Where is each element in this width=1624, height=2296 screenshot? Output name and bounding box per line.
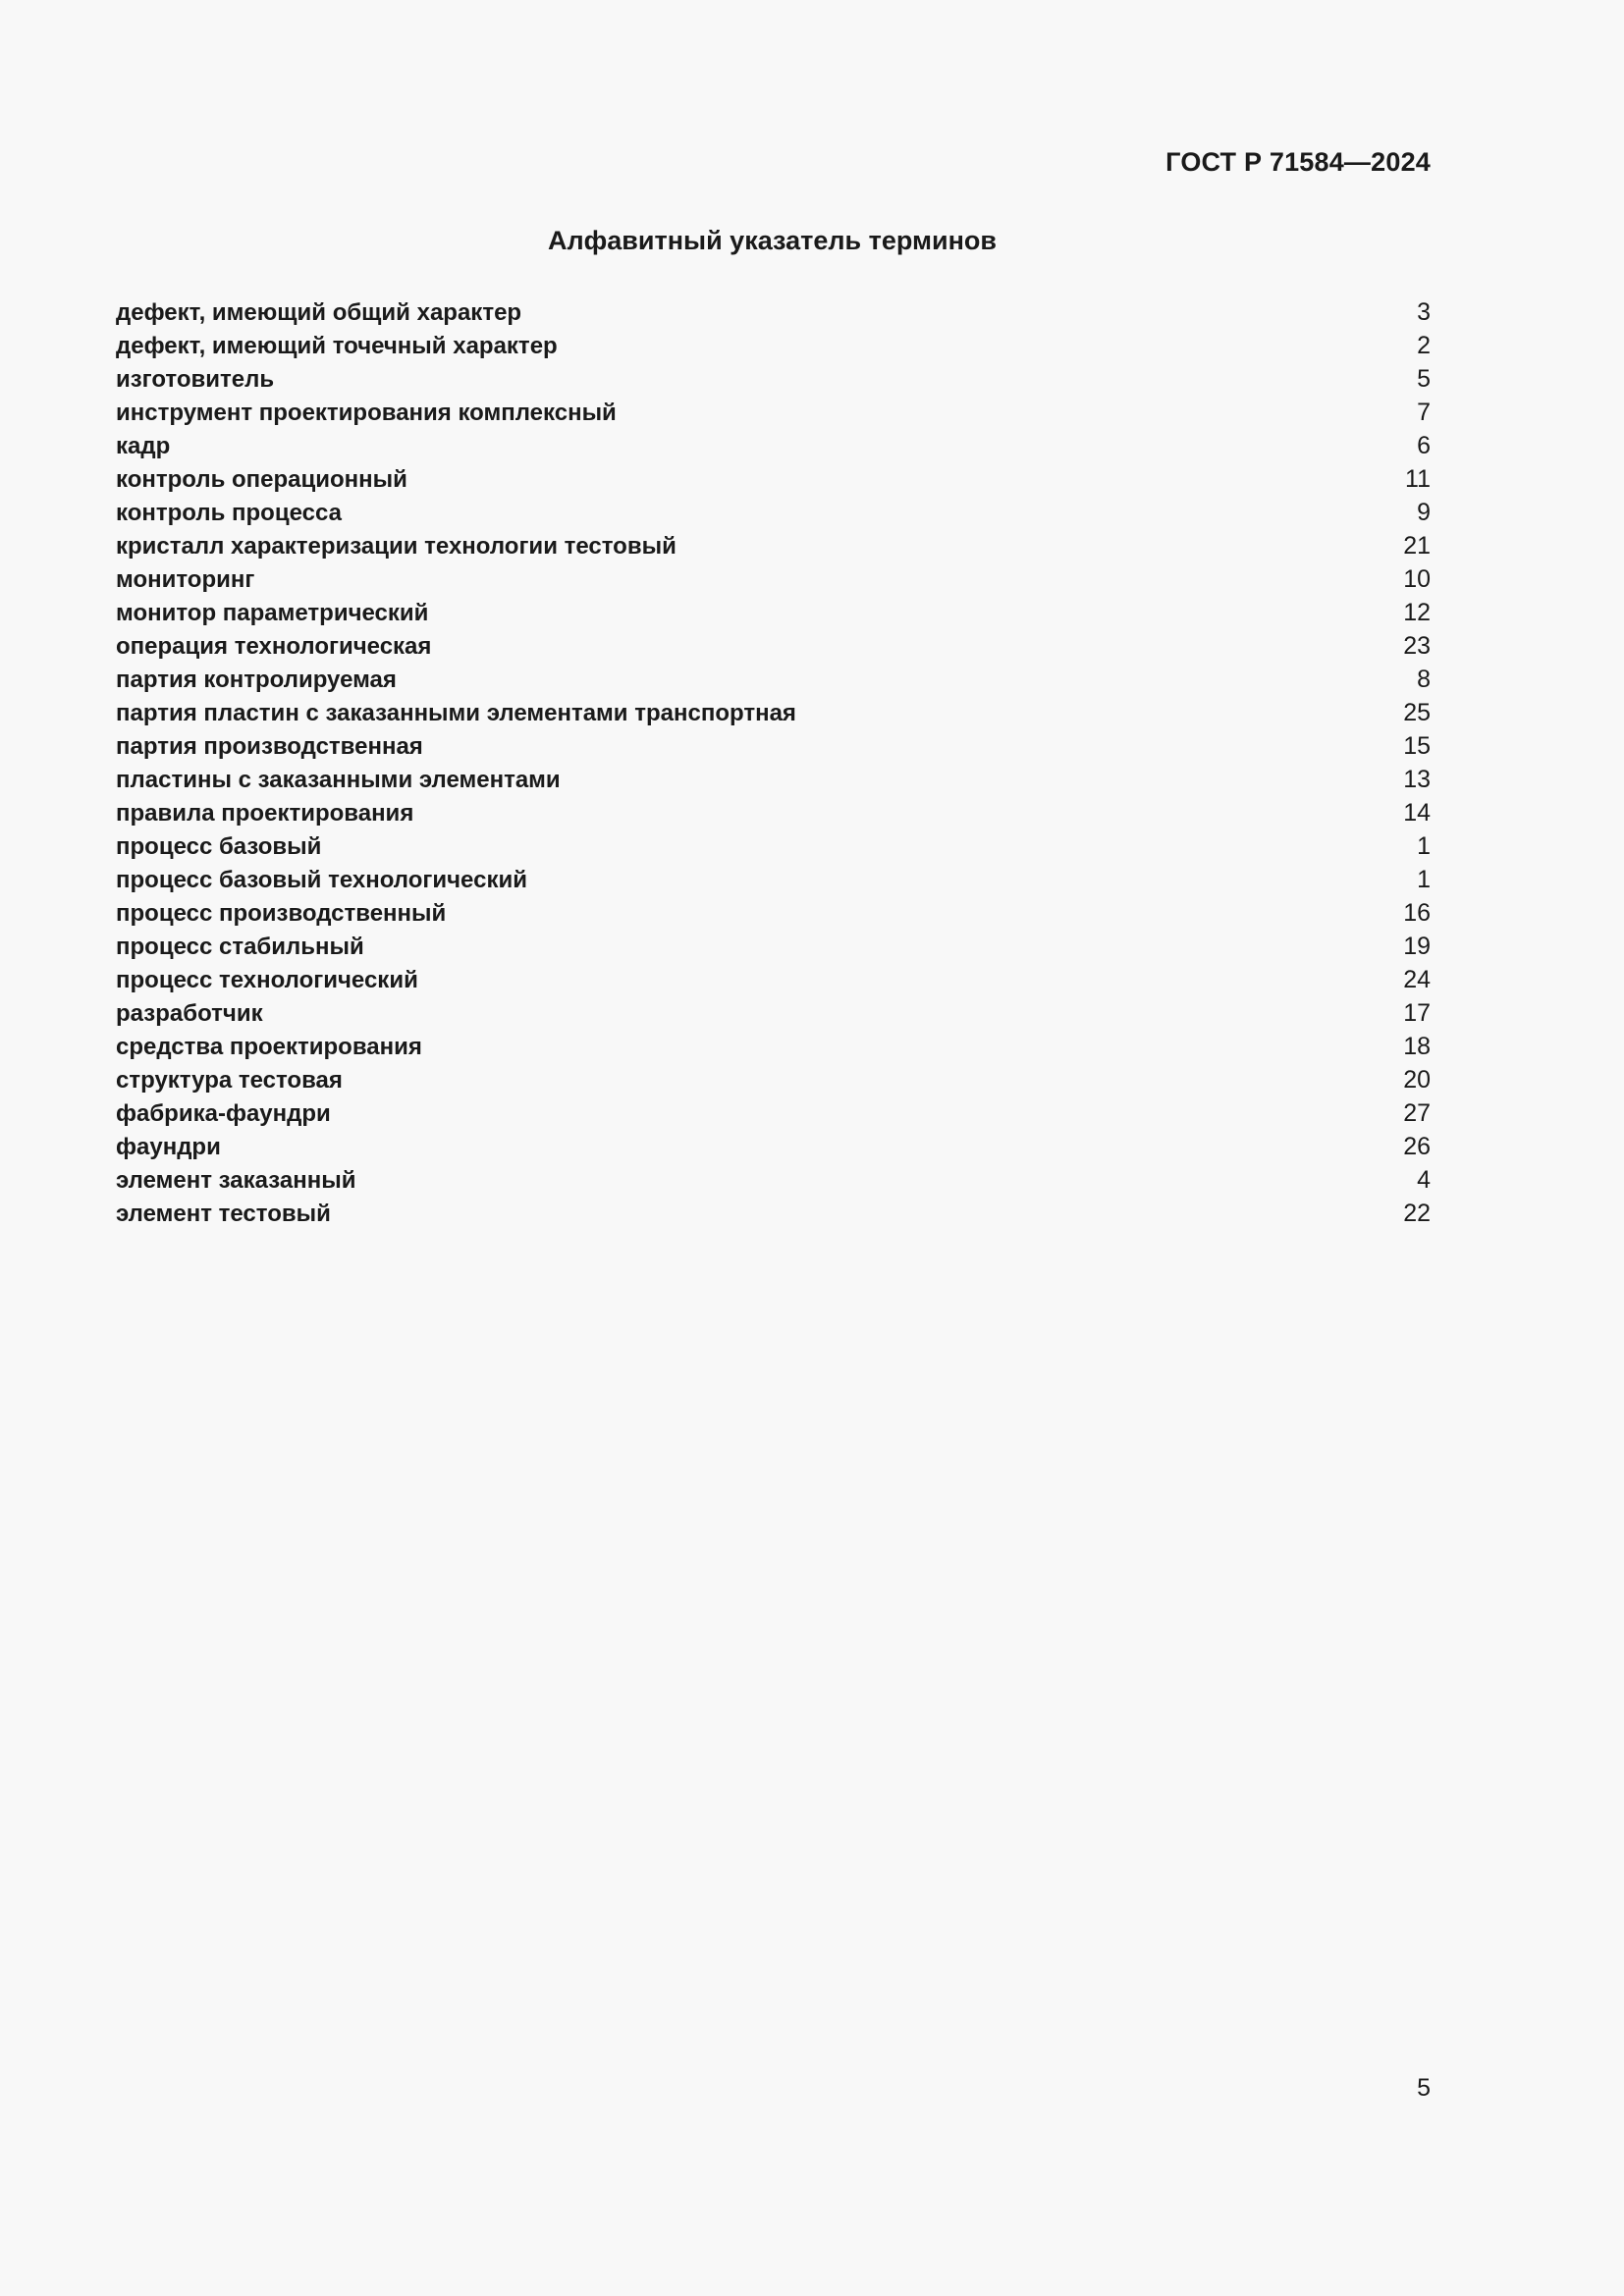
index-term-number: 27 bbox=[1403, 1099, 1431, 1127]
index-entry bbox=[116, 1163, 1431, 1197]
index-term-number: 1 bbox=[1417, 832, 1431, 860]
index-term-number: 21 bbox=[1403, 532, 1431, 560]
index-entry bbox=[116, 1096, 1431, 1130]
index-term: партия производственная bbox=[116, 733, 423, 760]
index-term: разработчик bbox=[116, 1000, 263, 1027]
index-term-number: 8 bbox=[1417, 666, 1431, 693]
index-entry bbox=[116, 1130, 1431, 1163]
term-index-list bbox=[116, 295, 1431, 1230]
index-term-number: 9 bbox=[1417, 499, 1431, 526]
index-entry bbox=[116, 529, 1431, 562]
index-term-number: 14 bbox=[1403, 799, 1431, 827]
index-term-number: 13 bbox=[1403, 766, 1431, 793]
index-term-number: 12 bbox=[1403, 599, 1431, 626]
index-term-number: 1 bbox=[1417, 866, 1431, 893]
index-term-number: 4 bbox=[1417, 1166, 1431, 1194]
index-term: процесс базовый технологический bbox=[116, 867, 527, 893]
index-entry bbox=[116, 863, 1431, 896]
page-number: 5 bbox=[1417, 2074, 1431, 2102]
index-entry bbox=[116, 696, 1431, 729]
index-term: процесс производственный bbox=[116, 900, 447, 927]
index-term-number: 6 bbox=[1417, 432, 1431, 459]
index-term-number: 22 bbox=[1403, 1200, 1431, 1227]
index-entry bbox=[116, 996, 1431, 1030]
index-term: элемент тестовый bbox=[116, 1201, 331, 1227]
index-entry bbox=[116, 1197, 1431, 1230]
index-entry bbox=[116, 596, 1431, 629]
index-term-number: 16 bbox=[1403, 899, 1431, 927]
index-term: дефект, имеющий общий характер bbox=[116, 299, 522, 326]
index-entry bbox=[116, 763, 1431, 796]
index-term: контроль процесса bbox=[116, 500, 342, 526]
index-entry bbox=[116, 896, 1431, 930]
index-term: инструмент проектирования комплексный bbox=[116, 400, 617, 426]
index-term-number: 26 bbox=[1403, 1133, 1431, 1160]
index-entry bbox=[116, 963, 1431, 996]
index-term: процесс технологический bbox=[116, 967, 418, 993]
index-entry bbox=[116, 1030, 1431, 1063]
index-term: средства проектирования bbox=[116, 1034, 422, 1060]
index-entry bbox=[116, 729, 1431, 763]
index-term-number: 23 bbox=[1403, 632, 1431, 660]
index-term: фабрика-фаундри bbox=[116, 1100, 331, 1127]
index-term-number: 11 bbox=[1405, 465, 1431, 493]
index-term: кристалл характеризации технологии тестовый bbox=[116, 533, 677, 560]
index-term-number: 19 bbox=[1403, 933, 1431, 960]
index-term-number: 7 bbox=[1417, 399, 1431, 426]
index-entry bbox=[116, 462, 1431, 496]
index-term: пластины с заказанными элементами bbox=[116, 767, 561, 793]
index-entry bbox=[116, 496, 1431, 529]
index-term-number: 3 bbox=[1417, 298, 1431, 326]
index-term-number: 25 bbox=[1403, 699, 1431, 726]
index-term-number: 5 bbox=[1417, 365, 1431, 393]
index-term: процесс базовый bbox=[116, 833, 322, 860]
index-term: фаундри bbox=[116, 1134, 221, 1160]
index-term: процесс стабильный bbox=[116, 934, 364, 960]
index-term: структура тестовая bbox=[116, 1067, 343, 1094]
index-entry bbox=[116, 329, 1431, 362]
index-entry bbox=[116, 829, 1431, 863]
index-title: Алфавитный указатель терминов bbox=[548, 226, 997, 255]
index-term: элемент заказанный bbox=[116, 1167, 356, 1194]
index-entry bbox=[116, 796, 1431, 829]
index-entry bbox=[116, 562, 1431, 596]
index-entry bbox=[116, 295, 1431, 329]
standard-designation: ГОСТ Р 71584—2024 bbox=[1165, 147, 1431, 177]
index-term: контроль операционный bbox=[116, 466, 407, 493]
index-term-number: 17 bbox=[1403, 999, 1431, 1027]
index-term: правила проектирования bbox=[116, 800, 414, 827]
index-entry bbox=[116, 629, 1431, 663]
index-term: операция технологическая bbox=[116, 633, 432, 660]
index-entry bbox=[116, 362, 1431, 396]
index-term: кадр bbox=[116, 433, 171, 459]
index-entry bbox=[116, 663, 1431, 696]
index-term-number: 24 bbox=[1403, 966, 1431, 993]
index-entry bbox=[116, 1063, 1431, 1096]
index-term: монитор параметрический bbox=[116, 600, 429, 626]
index-term-number: 20 bbox=[1403, 1066, 1431, 1094]
index-term-number: 2 bbox=[1417, 332, 1431, 359]
index-term: партия пластин с заказанными элементами транспортная bbox=[116, 700, 796, 726]
index-term-number: 10 bbox=[1403, 565, 1431, 593]
index-entry bbox=[116, 396, 1431, 429]
index-term: дефект, имеющий точечный характер bbox=[116, 333, 558, 359]
index-term: мониторинг bbox=[116, 566, 255, 593]
index-term-number: 18 bbox=[1403, 1033, 1431, 1060]
index-entry bbox=[116, 429, 1431, 462]
index-term: партия контролируемая bbox=[116, 667, 397, 693]
index-term: изготовитель bbox=[116, 366, 275, 393]
index-term-number: 15 bbox=[1403, 732, 1431, 760]
index-entry bbox=[116, 930, 1431, 963]
